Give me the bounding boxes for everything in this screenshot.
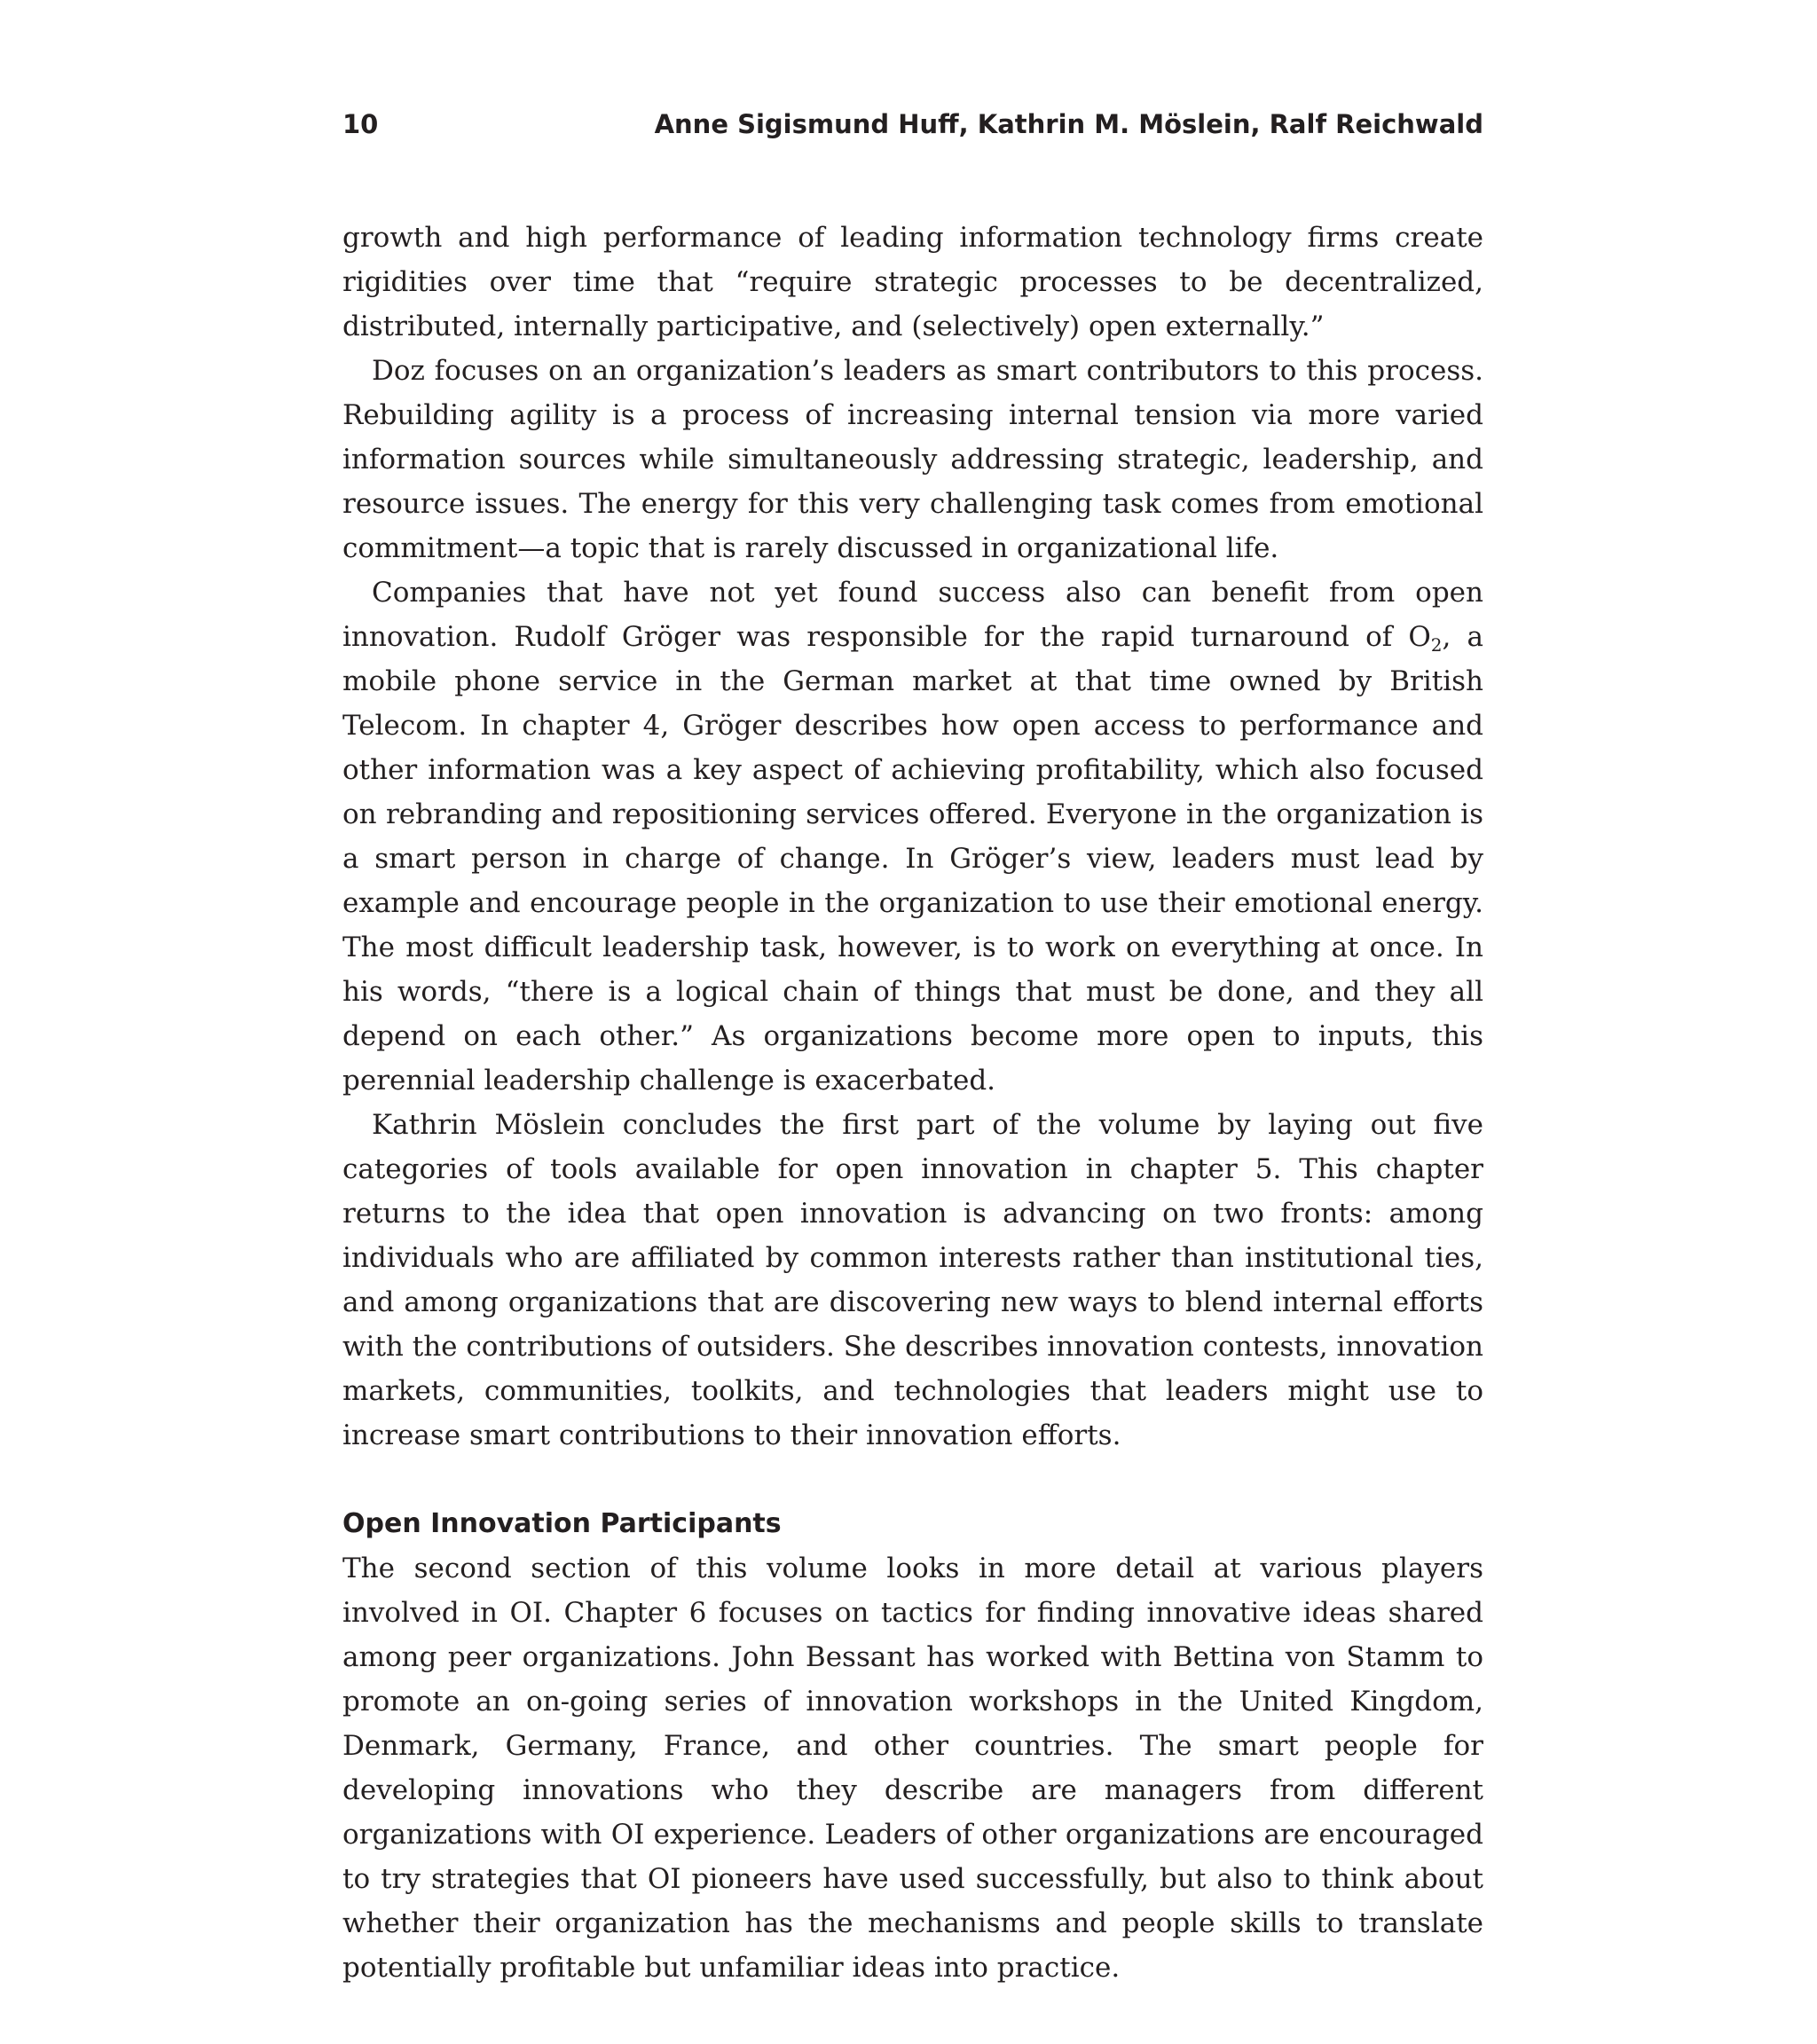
paragraph-moslein: Kathrin Möslein concludes the first part of the volume by laying out five categories of tools available for open innovation in chapter 5. This chapter returns to the idea that open innovation is advancing on two fronts: among individuals who are affiliated by common interests rather than institutional ties, and among organizations that are discovering new ways to blend internal efforts with the contributions of outsiders. She describes innovation contests, innovation markets, communities, toolkits, and technologies that leaders might use to increase smart contributions to their innovation efforts. [342,1109,1483,1451]
paragraph-participants: The second section of this volume looks in more detail at various players involved in OI. Chapter 6 focuses on tactics for finding innovative ideas shared among peer organizations. John Bessant has worked with Bettina von Stamm to promote an on-going series of innovation workshops in the United Kingdom, Denmark, Germany, France, and other countries. The smart people for developing innovations who they describe are managers from different organizations with OI experience. Leaders of other organizations are encouraged to try strategies that OI pioneers have used successfully, but also to think about whether their organization has the mechanisms and people skills to translate potentially profitable but unfamiliar ideas into practice. [342,1553,1483,1984]
section-heading: Open Innovation Participants [342,1508,782,1539]
paragraph-groger-text-end: , a mobile phone service in the German market at that time owned by British Telecom. In chapter 4, Gröger describes how open access to performance and other information was a key aspect of achieving profitability, which also focused on rebranding and repositioning services offered. Everyone in the organization is a smart person in charge of change. In Gröger’s view, leaders must lead by example and encourage people in the organization to use their emotional energy. The most difficult leadership task, however, is to work on everything at once. In his words, “there is a logical chain of things that must be done, and they all depend on each other.” As organizations become more open to inputs, this perennial leadership challenge is exacerbated. [342,621,1483,1097]
paragraph-continued: growth and high performance of leading information technology firms create rigidities over time that “require strategic processes to be decentralized, distributed, internally participative, and (selectively) open externally.” [342,222,1483,342]
paragraph-groger [342,570,1483,1103]
paragraph-doz: Doz focuses on an organization’s leaders as smart contributors to this process. Rebuilding agility is a process of increasing internal tension via more varied information sources while simultaneously addressing strategic, leadership, and resource issues. The energy for this very challenging task comes from emotional commitment—a topic that is rarely discussed in organizational life. [342,355,1483,564]
body-text [342,216,1483,1990]
running-head [342,105,1483,144]
running-head-authors: Anne Sigismund Huff, Kathrin M. Möslein, Ralf Reichwald [654,109,1483,139]
page-number: 10 [342,109,379,139]
paragraph-groger-text-start: Companies that have not yet found success also can benefit from open innovation. Rudolf Gröger was responsible for the rapid turnaround of O [342,577,1483,653]
o2-subscript: 2 [1430,634,1443,656]
